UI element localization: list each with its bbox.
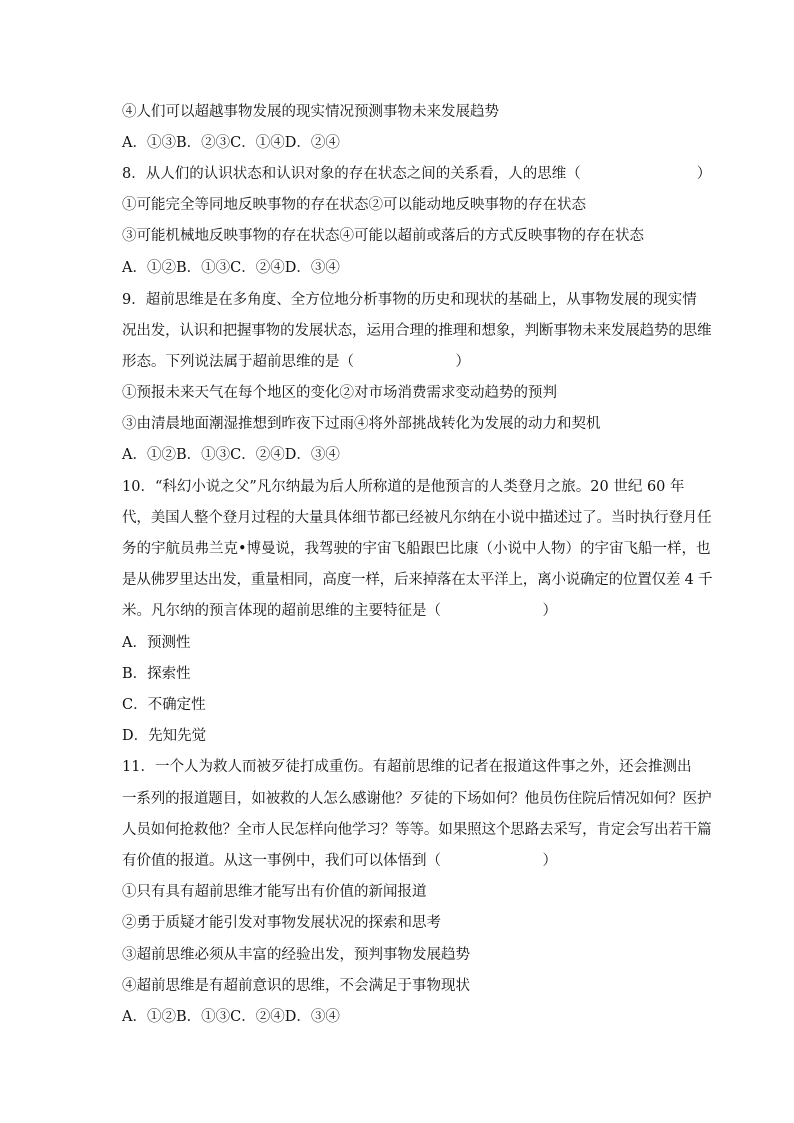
question-10-stem-4: 是从佛罗里达出发，重量相同，高度一样，后来掉落在太平洋上，离小说确定的位置仅差 4 千 [122, 572, 713, 588]
answer-choices: A．①②B．①③C．②④D．③④ [122, 260, 340, 276]
answer-choices: A．①②B．①③C．②④D．③④ [122, 447, 340, 463]
answer-choices: A．①②B．①③C．②④D．③④ [122, 1009, 340, 1025]
option-4-line: ④人们可以超越事物发展的现实情况预测事物未来发展趋势 [122, 104, 499, 120]
question-11-stem-2: 一系列的报道题目，如被救的人怎么感谢他？歹徒的下场如何？他员伤住院后情况如何？医护 [122, 791, 712, 807]
q10-option-d: D．先知先觉 [122, 728, 207, 744]
q8-options-line-2: ③可能机械地反映事物的存在状态④可能以超前或落后的方式反映事物的存在状态 [122, 228, 644, 244]
q11-option-1: ①只有具有超前思维才能写出有价值的新闻报道 [122, 884, 427, 900]
question-8-stem: 8．从人们的认识状态和认识对象的存在状态之间的关系看，人的思维（ ） [122, 166, 712, 182]
q11-option-4: ④超前思维是有超前意识的思维，不会满足于事物现状 [122, 978, 470, 994]
q9-options-line-2: ③由清晨地面潮湿推想到昨夜下过雨④将外部挑战转化为发展的动力和契机 [122, 416, 601, 432]
question-10-stem-3: 务的宇航员弗兰克•博曼说，我驾驶的宇宙飞船跟巴比康（小说中人物）的宇宙飞船一样，也 [122, 541, 711, 557]
q8-options-line-1: ①可能完全等同地反映事物的存在状态②可以能动地反映事物的存在状态 [122, 197, 586, 213]
q10-option-c: C．不确定性 [122, 697, 206, 713]
question-10-stem-5: 米。凡尔纳的预言体现的超前思维的主要特征是（ ） [122, 603, 557, 619]
question-10-stem-1: 10．“科幻小说之父”凡尔纳最为后人所称道的是他预言的人类登月之旅。20 世纪 60 年 [122, 479, 685, 495]
question-9-stem-2: 况出发，认识和把握事物的发展状态，运用合理的推理和想象，判断事物未来发展趋势的思维 [122, 323, 712, 339]
question-9-stem-1: 9．超前思维是在多角度、全方位地分析事物的历史和现状的基础上，从事物发展的现实情 [122, 292, 697, 308]
q11-option-3: ③超前思维必须从丰富的经验出发，预判事物发展趋势 [122, 947, 470, 963]
question-9-stem-3: 形态。下列说法属于超前思维的是（ ） [122, 354, 470, 370]
q11-option-2: ②勇于质疑才能引发对事物发展状况的探索和思考 [122, 915, 441, 931]
question-10-stem-2: 代，美国人整个登月过程的大量具体细节都已经被凡尔纳在小说中描述过了。当时执行登月任 [122, 510, 712, 526]
answer-choices: A．①③B．②③C．①④D．②④ [122, 135, 340, 151]
q10-option-b: B．探索性 [122, 666, 191, 682]
q9-options-line-1: ①预报未来天气在每个地区的变化②对市场消费需求变动趋势的预判 [122, 385, 557, 401]
question-11-stem-4: 有价值的报道。从这一事例中，我们可以体悟到（ ） [122, 853, 557, 869]
q10-option-a: A．预测性 [122, 635, 191, 651]
question-11-stem-1: 11．一个人为救人而被歹徒打成重伤。有超前思维的记者在报道这件事之外，还会推测出 [122, 759, 692, 775]
question-11-stem-3: 人员如何抢救他？全市人民怎样向他学习？等等。如果照这个思路去采写，肯定会写出若干篇 [122, 822, 712, 838]
